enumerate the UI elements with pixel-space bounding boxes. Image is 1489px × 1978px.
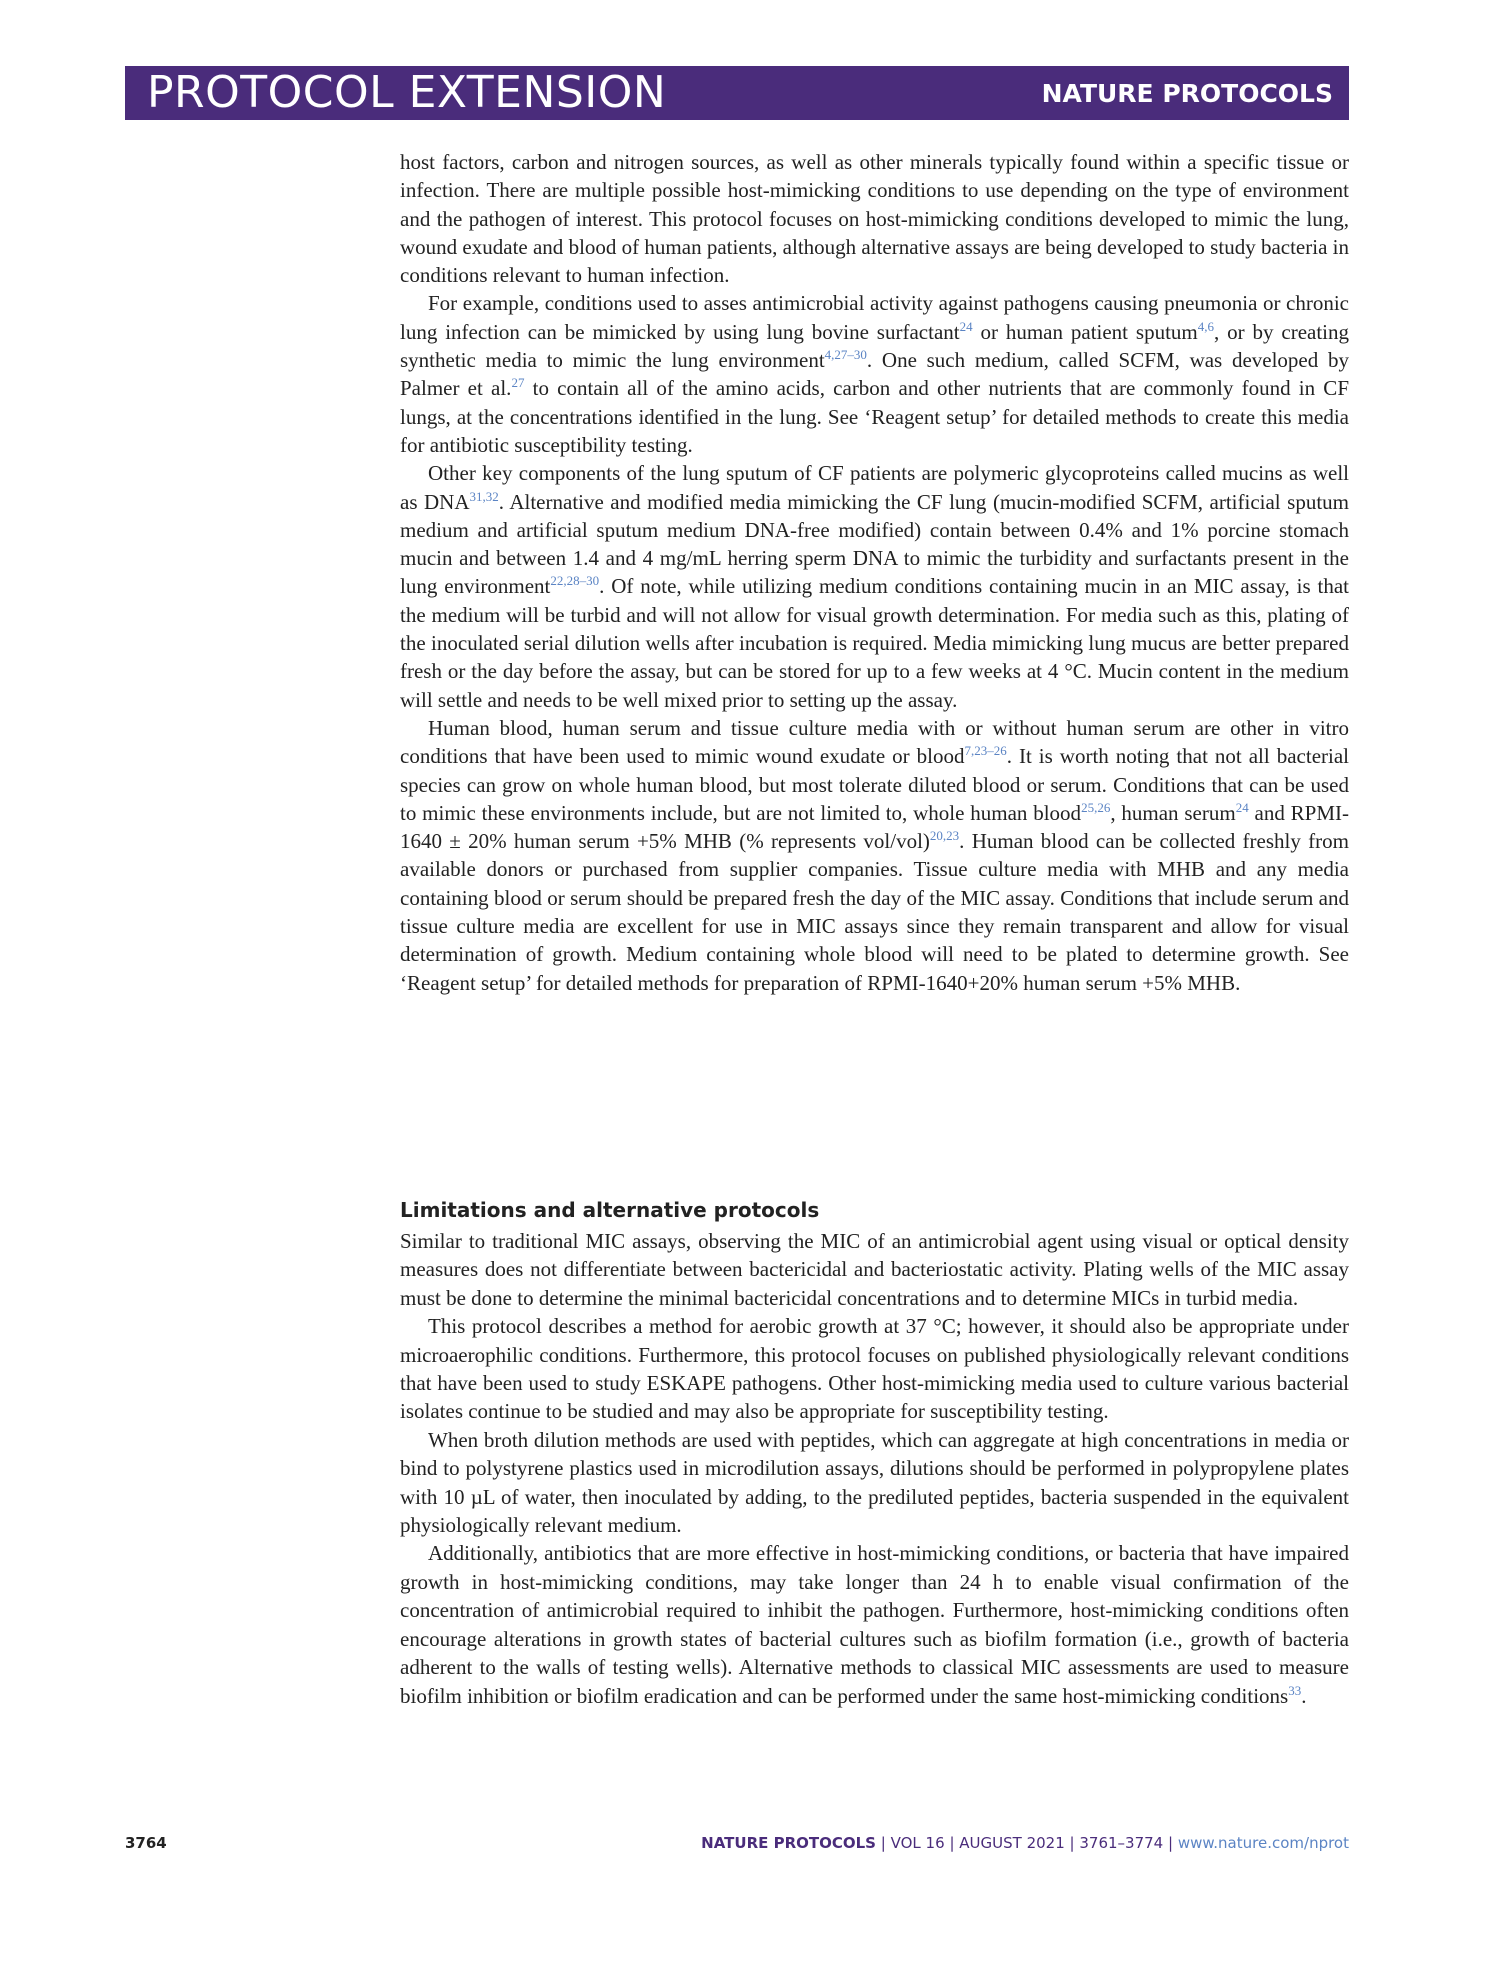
paragraph: When broth dilution methods are used with peptides, which can aggregate at high concentrations in media or bind to polystyrene plastics used in microdilution assays, dilutions should be performed in polypropylene plates with 10 µL of water, then inoculated by adding, to the prediluted peptides, bacteria suspended in the equivalent physiologically relevant medium. (400, 1427, 1349, 1538)
paragraph: Other key components of the lung sputum of CF patients are polymeric glycoproteins called mucins as well as DNA$^{31,32}$. Alternative and modified media mimicking the CF lung (mucin-modified SCFM, artificial sputum medium and artificial sputum medium DNA-free modified) contain between 0.4% and 1% porcine stomach mucin and between 1.4 and 4 mg/mL herring sperm DNA to mimic the turbidity and surfactants present in the lung environment$^{22,28-30}$. Of note, while utilizing medium conditions containing mucin in an MIC assay, is that the medium will be turbid and will not allow for visual growth determination. For media such as this, plating of the inoculated serial dilution wells after incubation is required. Media mimicking lung mucus are better prepared fresh or the day before the assay, but can be stored for up to a few weeks at 4 °C. Mucin content in the medium will settle and needs to be well mixed prior to setting up the assay. (400, 461, 1349, 712)
paragraph: Human blood, human serum and tissue culture media with or without human serum are other in vitro conditions that have been used to mimic wound exudate or blood$^{7,23-26}$. It is worth noting that not all bacterial species can grow on whole human blood, but most tolerate diluted blood or serum. Conditions that can be used to mimic these environments include, but are not limited to, whole human blood$^{25,26}$, human serum$^{24}$ and RPMI-1640 ± 20% human serum +5% MHB (% represents vol/vol)$^{20,23}$. Human blood can be collected freshly from available donors or purchased from supplier companies. Tissue culture media with MHB and any media containing blood or serum should be prepared fresh the day of the MIC assay. Conditions that include serum and tissue culture media are excellent for use in MIC assays since they remain transparent and allow for visual determination of growth. Medium containing whole blood will need to be plated to determine growth. See ‘Reagent setup’ for detailed methods for preparation of RPMI-1640+20% human serum +5% MHB. (400, 715, 1349, 995)
header-banner (125, 66, 1349, 120)
reference-link[interactable]: 24 (1235, 799, 1249, 815)
paragraph: Additionally, antibiotics that are more effective in host-mimicking conditions, or bacteria that have impaired growth in host-mimicking conditions, may take longer than 24 h to enable visual confirmation of the concentration of antimicrobial required to inhibit the pathogen. Furthermore, host-mimicking conditions often encourage alterations in growth states of bacterial cultures such as biofilm formation (i.e., growth of bacteria adherent to the walls of testing wells). Alternative methods to classical MIC assessments are used to measure biofilm inhibition or biofilm eradication and can be performed under the same host-mimicking conditions$^{33}$. (400, 1541, 1349, 1708)
section-heading: Limitations and alternative protocols (400, 1198, 820, 1222)
main-text (400, 148, 1349, 997)
reference-link[interactable]: 33 (1288, 1682, 1302, 1698)
paragraph: This protocol describes a method for aerobic growth at 37 °C; however, it should also be appropriate under microaerophilic conditions. Furthermore, this protocol focuses on published physiologically relevant conditions that have been used to study ESKAPE pathogens. Other host-mimicking media used to culture various bacterial isolates continue to be studied and may also be appropriate for susceptibility testing. (400, 1314, 1349, 1424)
page-number: 3764 (125, 1834, 167, 1852)
paragraph: Similar to traditional MIC assays, observing the MIC of an antimicrobial agent using visual or optical density measures does not differentiate between bactericidal and bacteriostatic activity. Plating wells of the MIC assay must be done to determine the minimal bactericidal concentrations and to determine MICs in turbid media. (400, 1229, 1349, 1310)
reference-link[interactable]: 24 (959, 318, 973, 334)
paragraph: For example, conditions used to asses antimicrobial activity against pathogens causing pneumonia or chronic lung infection can be mimicked by using lung bovine surfactant$^{24}$ or human patient sputum$^{4,6}$, or by creating synthetic media to mimic the lung environment$^{4,27-30}$. One such medium, called SCFM, was developed by Palmer et al.$^{27}$ to contain all of the amino acids, carbon and other nutrients that are commonly found in CF lungs, at the concentrations identified in the lung. See ‘Reagent setup’ for detailed methods to create this media for antibiotic susceptibility testing. (400, 291, 1349, 457)
section-text (400, 1227, 1349, 1710)
paragraph: host factors, carbon and nitrogen sources, as well as other minerals typically found within a specific tissue or infection. There are multiple possible host-mimicking conditions to use depending on the type of environment and the pathogen of interest. This protocol focuses on host-mimicking conditions developed to mimic the lung, wound exudate and blood of human patients, although alternative assays are being developed to study bacteria in conditions relevant to human infection. (400, 150, 1349, 288)
footer-url-link[interactable]: www.nature.com/nprot (1177, 1834, 1349, 1852)
reference-link[interactable]: 7,23–26 (964, 743, 1007, 759)
separator: | (1069, 1834, 1075, 1852)
separator: | (880, 1834, 886, 1852)
footer-citation (701, 1834, 1349, 1852)
separator: | (949, 1834, 955, 1852)
reference-link[interactable]: 4,27–30 (824, 347, 867, 363)
footer-journal: NATURE PROTOCOLS (701, 1834, 876, 1852)
reference-link[interactable]: 20,23 (929, 828, 960, 844)
reference-link[interactable]: 27 (511, 375, 525, 391)
separator: | (1168, 1834, 1174, 1852)
footer-volume: VOL 16 (890, 1834, 945, 1852)
reference-link[interactable]: 22,28–30 (550, 573, 600, 589)
reference-link[interactable]: 25,26 (1081, 799, 1111, 815)
reference-link[interactable]: 4,6 (1197, 318, 1214, 334)
article-type-label: PROTOCOL EXTENSION (147, 67, 667, 118)
reference-link[interactable]: 31,32 (469, 488, 499, 504)
footer-date: AUGUST 2021 (959, 1834, 1065, 1852)
footer-pages: 3761–3774 (1079, 1834, 1164, 1852)
journal-name-label: NATURE PROTOCOLS (1041, 79, 1333, 108)
